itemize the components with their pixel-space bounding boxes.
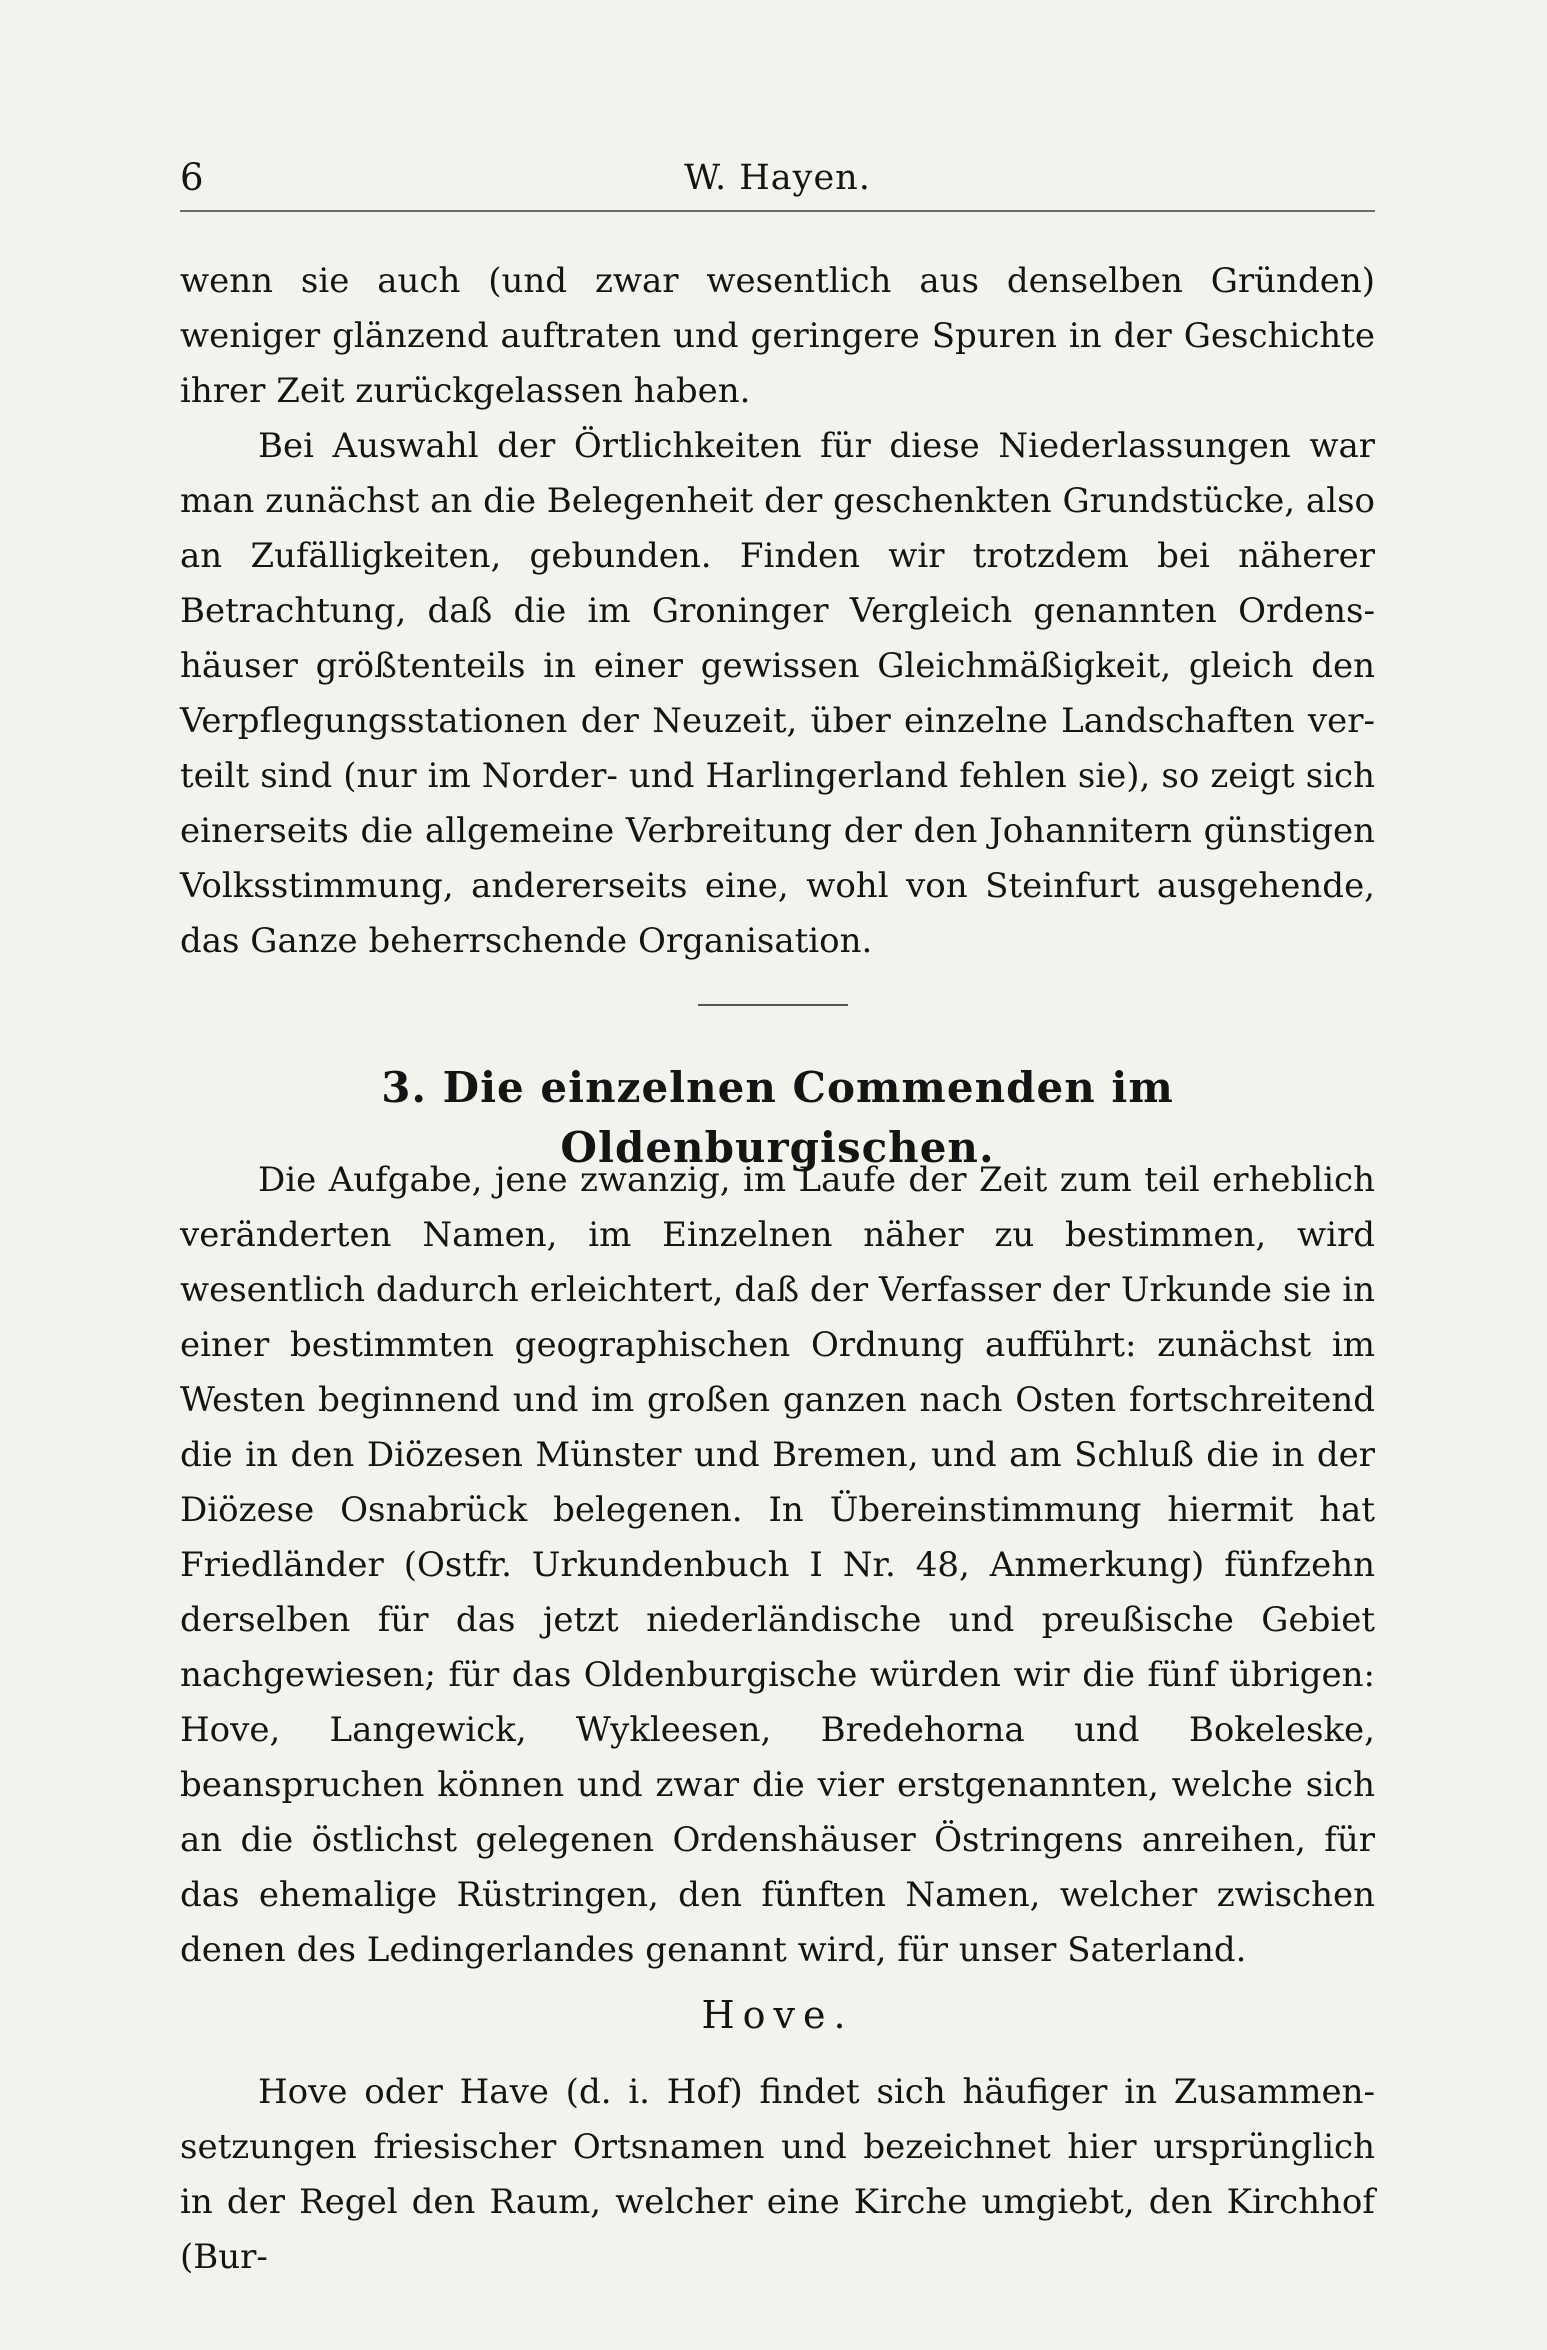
subsection-heading: Hove. [701,1993,854,2037]
page-number: 6 [180,156,204,199]
running-head [180,150,1375,212]
section-separator-rule [698,1004,848,1006]
subsection-text [180,2065,1375,2285]
running-title: W. Hayen. [684,158,871,198]
paragraph-localities: Bei Auswahl der Örtlichkeiten für diese Niederlassungen war man zunächst an die Belegenheit der geschenkten Grundstücke, also an Zufälligkeiten, gebunden. Finden wir trotzdem bei näherer Betrachtung, daß die im Groninger Vergleich genannten Ordenshäuser größtenteils in einer gewissen Gleichmäßigkeit, gleich den Verpflegungsstationen der Neuzeit, über einzelne Landschaften verteilt sind (nur im Norder- und Harlingerland fehlen sie), so zeigt sich einerseits die allgemeine Verbreitung der den Johannitern günstigen Volksstimmung, andererseits eine, wohl von Steinfurt ausgehende, das Ganze beherrschende Organisation. [180,426,1375,961]
paragraph-continuation: wenn sie auch (und zwar wesentlich aus denselben Gründen) weniger glänzend auftraten und geringere Spuren in der Geschichte ihrer Zeit zurückgelassen haben. [180,261,1375,411]
opening-text [180,254,1375,969]
section-text [180,1153,1375,1978]
section-heading: 3. Die einzelnen Commenden im Oldenburgischen. [381,1063,1174,1172]
paragraph-commenden: Die Aufgabe, jene zwanzig, im Laufe der Zeit zum teil erheblich veränderten Namen, im Einzelnen näher zu bestimmen, wird wesentlich dadurch erleichtert, daß der Verfasser der Urkunde sie in einer bestimmten geographischen Ordnung aufführt: zunächst im Westen beginnend und im großen ganzen nach Osten fortschreitend die in den Diözesen Münster und Bremen, und am Schluß die in der Diözese Osnabrück belegenen. In Übereinstimmung hiermit hat Friedländer (Ostfr. Urkundenbuch I Nr. 48, Anmerkung) fünfzehn derselben für das jetzt niederländische und preußische Gebiet nachgewiesen; für das Oldenburgische würden wir die fünf übrigen: Hove, Langewick, Wykleesen, Bredehorna und Bokeleske, beanspruchen können und zwar die vier erstgenannten, welche sich an die östlichst gelegenen Ordenshäuser Östringens anreihen, für das ehemalige Rüstringen, den fünften Namen, welcher zwischen denen des Ledingerlandes genannt wird, für unser Saterland. [180,1160,1375,1970]
paragraph-hove: Hove oder Have (d. i. Hof) findet sich häufiger in Zusammensetzungen friesischer Ortsnamen und bezeichnet hier ursprünglich in der Regel den Raum, welcher eine Kirche umgiebt, den Kirchhof (Bur- [180,2072,1375,2277]
